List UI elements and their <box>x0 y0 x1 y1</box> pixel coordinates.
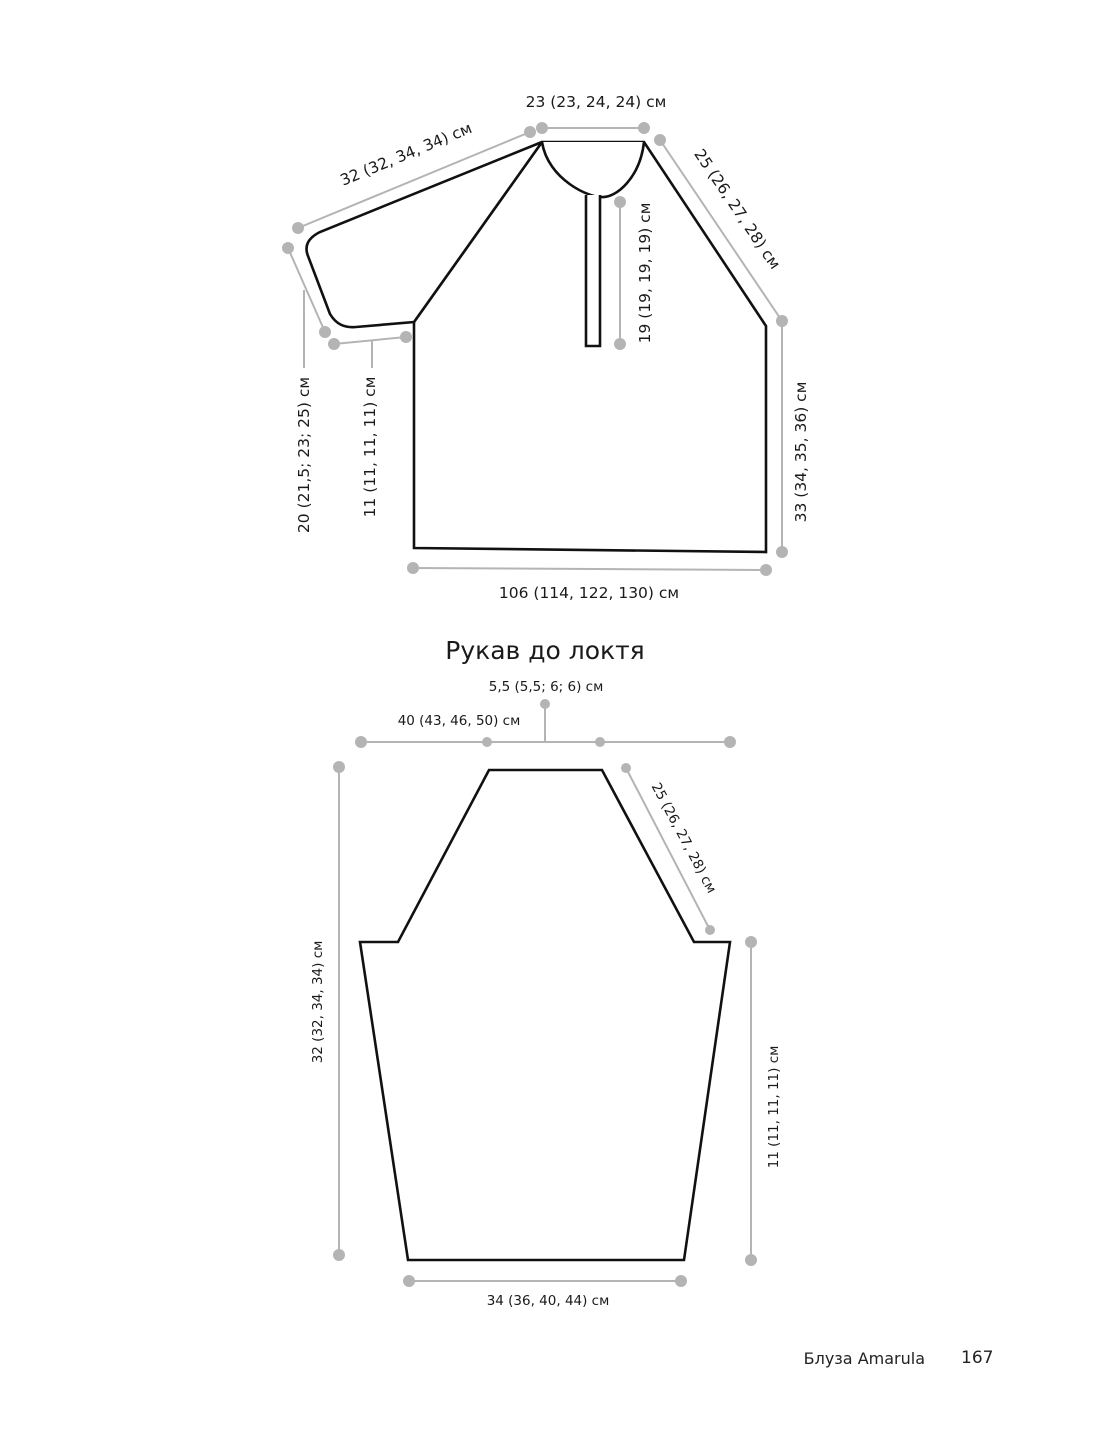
dim-sleeve-short <box>328 331 412 517</box>
body-schematic <box>282 93 810 602</box>
sleeve-schematic <box>310 636 782 1309</box>
footer-title: Блуза Amarula <box>803 1349 925 1368</box>
dim-sleeve-short-label: 11 (11, 11, 11) см <box>361 376 379 518</box>
dim-top-width-label: 40 (43, 46, 50) см <box>397 713 521 729</box>
dim-top-neck <box>526 93 667 134</box>
dim-sleeve-side <box>745 936 782 1266</box>
dim-bottom-width <box>407 562 772 602</box>
dim-sleeve-raglan-label: 25 (26, 27, 28) см <box>647 780 720 897</box>
dim-sleeve-bottom <box>403 1275 687 1309</box>
dim-top-neck-label: 23 (23, 24, 24) см <box>525 93 667 111</box>
dim-raglan-left-label: 32 (32, 34, 34) см <box>337 119 475 190</box>
dim-sleeve-bottom-label: 34 (36, 40, 44) см <box>486 1293 610 1309</box>
dim-sleeve-length <box>310 761 345 1261</box>
dim-side-height-label: 33 (34, 35, 36) см <box>792 381 810 523</box>
footer <box>804 1348 994 1368</box>
placket-outline <box>586 195 600 346</box>
dim-side-height <box>776 321 810 558</box>
dim-sleeve-cuff-label: 20 (21,5; 23; 25) см <box>295 376 313 534</box>
dim-raglan-right-label: 25 (26, 27, 28) см <box>690 145 784 273</box>
sleeve-title: Рукав до локтя <box>445 636 645 665</box>
dim-top-cap-label: 5,5 (5,5; 6; 6) см <box>488 679 604 695</box>
dim-sleeve-length-label: 32 (32, 34, 34) см <box>310 940 326 1064</box>
dim-top-cap <box>489 679 604 742</box>
dim-placket-label: 19 (19, 19, 19) см <box>636 202 654 344</box>
dim-sleeve-side-label: 11 (11, 11, 11) см <box>766 1045 782 1169</box>
dim-bottom-width-label: 106 (114, 122, 130) см <box>498 584 680 602</box>
sleeve-elbow-outline <box>360 770 730 1260</box>
page-number: 167 <box>961 1348 994 1368</box>
